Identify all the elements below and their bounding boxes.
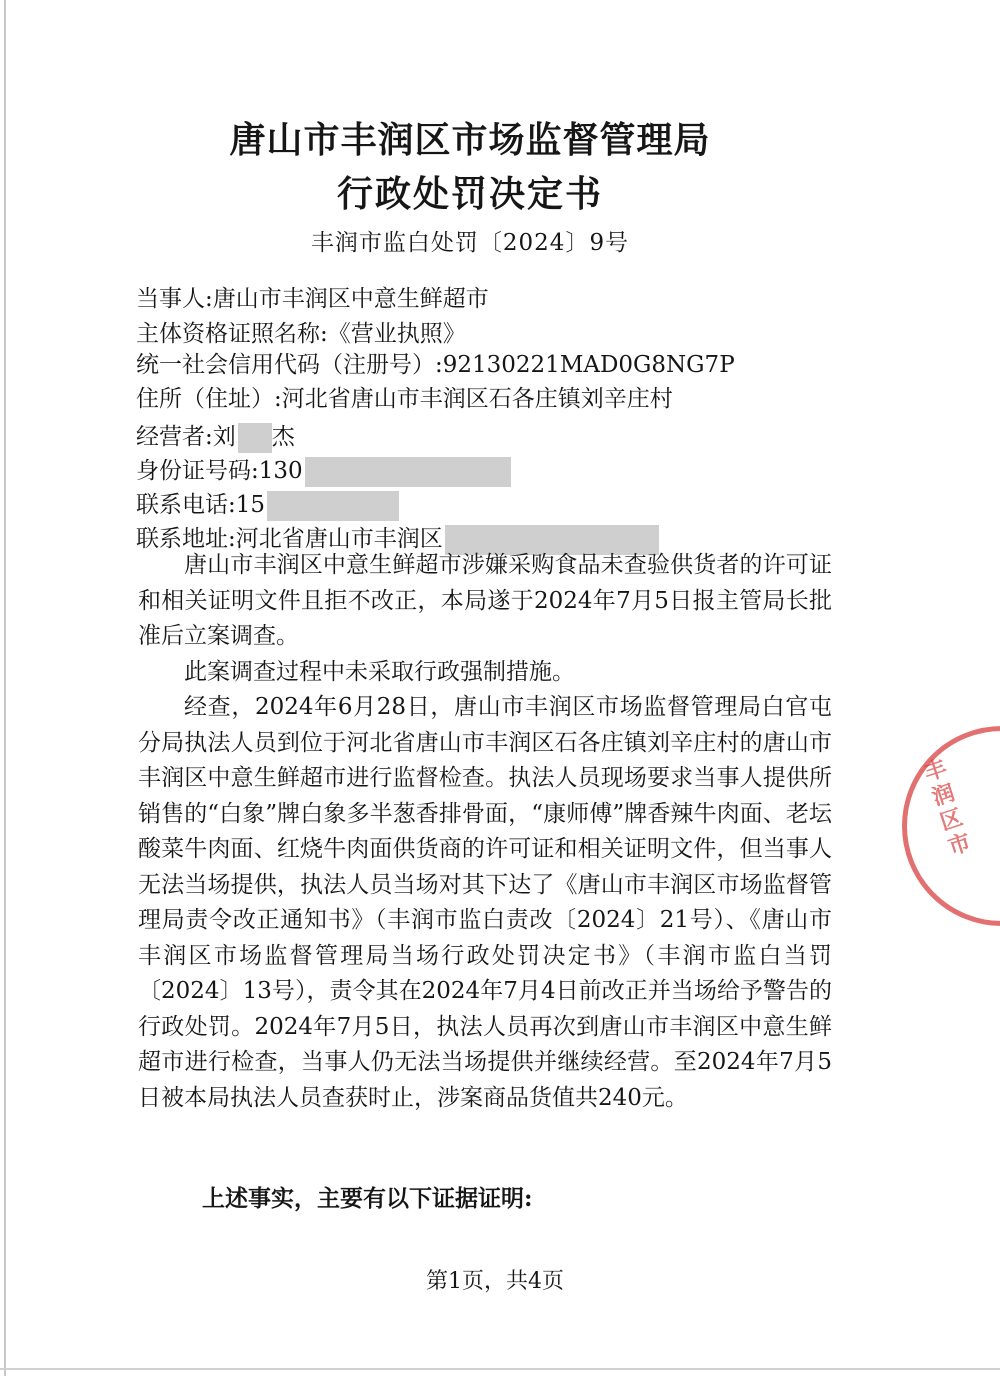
party-name-row [136, 280, 876, 313]
body-paragraph: 唐山市丰润区中意生鲜超市涉嫌采购食品未查验供货者的许可证和相关证明文件且拒不改正，本局遂于2024年7月5日报主管局长批准后立案调查。 [138, 552, 832, 649]
redaction-block [238, 423, 272, 453]
document-body [138, 548, 832, 1116]
address-label: 住所（住址）: [136, 386, 282, 412]
id-number-value: 130 [258, 458, 303, 484]
operator-name-last: 杰 [271, 424, 295, 450]
operator-label: 经营者: [136, 424, 213, 450]
page-number: 第1页，共4页 [426, 1269, 564, 1294]
evidence-heading: 上述事实，主要有以下证据证明: [202, 1185, 533, 1212]
redaction-block [305, 457, 511, 487]
license-label: 主体资格证照名称: [136, 321, 328, 347]
credit-code-label: 统一社会信用代码（注册号）: [136, 352, 443, 378]
phone-label: 联系电话: [136, 492, 236, 518]
license-value: 《营业执照》 [327, 321, 466, 347]
phone-row [136, 486, 876, 521]
document-number: 丰润市监白处罚〔2024〕9号 [310, 230, 630, 256]
contact-address-value: 河北省唐山市丰润区 [235, 526, 443, 552]
party-name-value: 唐山市丰润区中意生鲜超市 [212, 286, 489, 312]
operator-name-first: 刘 [212, 424, 236, 450]
credit-code-value: 92130221MAD0G8NG7P [442, 352, 735, 378]
body-paragraph: 此案调查过程中未采取行政强制措施。 [184, 658, 575, 685]
license-row [136, 315, 876, 348]
scan-edge-bottom [0, 1368, 1000, 1370]
id-number-row [136, 452, 876, 487]
body-paragraph: 经查，2024年6月28日，唐山市丰润区市场监督管理局白官屯分局执法人员到位于河北省唐山市丰润区石各庄镇刘辛庄村的唐山市丰润区中意生鲜超市进行监督检查。执法人员现场要求当事人提供所销售的“白象”牌白象多半葱香排骨面，“康师傅”牌香辣牛肉面、老坛酸菜牛肉面、红烧牛肉面供货商的许可证和相关证明文件，但当事人无法当场提供，执法人员当场对其下达了《唐山市丰润区市场监督管理局责令改正通知书》（丰润市监白责改〔2024〕21号）、《唐山市丰润区市场监督管理局当场行政处罚决定书》（丰润市监白当罚〔2024〕13号），责令其在2024年7月4日前改正并当场给予警告的行政处罚。2024年7月5日，执法人员再次到唐山市丰润区中意生鲜超市进行检查，当事人仍无法当场提供并继续经营。至2024年7月5日被本局执法人员查获时止，涉案商品货值共240元。 [138, 694, 832, 1111]
id-number-label: 身份证号码: [136, 458, 259, 484]
operator-row [136, 418, 876, 453]
credit-code-row [136, 346, 876, 379]
contact-address-label: 联系地址: [136, 526, 236, 552]
phone-value: 15 [235, 492, 266, 518]
seal-text: 丰润区市 [917, 755, 975, 863]
address-row [136, 380, 876, 413]
party-name-label: 当事人: [136, 286, 213, 312]
redaction-block [267, 491, 399, 521]
address-value: 河北省唐山市丰润区石各庄镇刘辛庄村 [281, 386, 673, 412]
document-title-line1: 唐山市丰润区市场监督管理局 [229, 119, 711, 161]
document-title-line2: 行政处罚决定书 [336, 173, 603, 215]
